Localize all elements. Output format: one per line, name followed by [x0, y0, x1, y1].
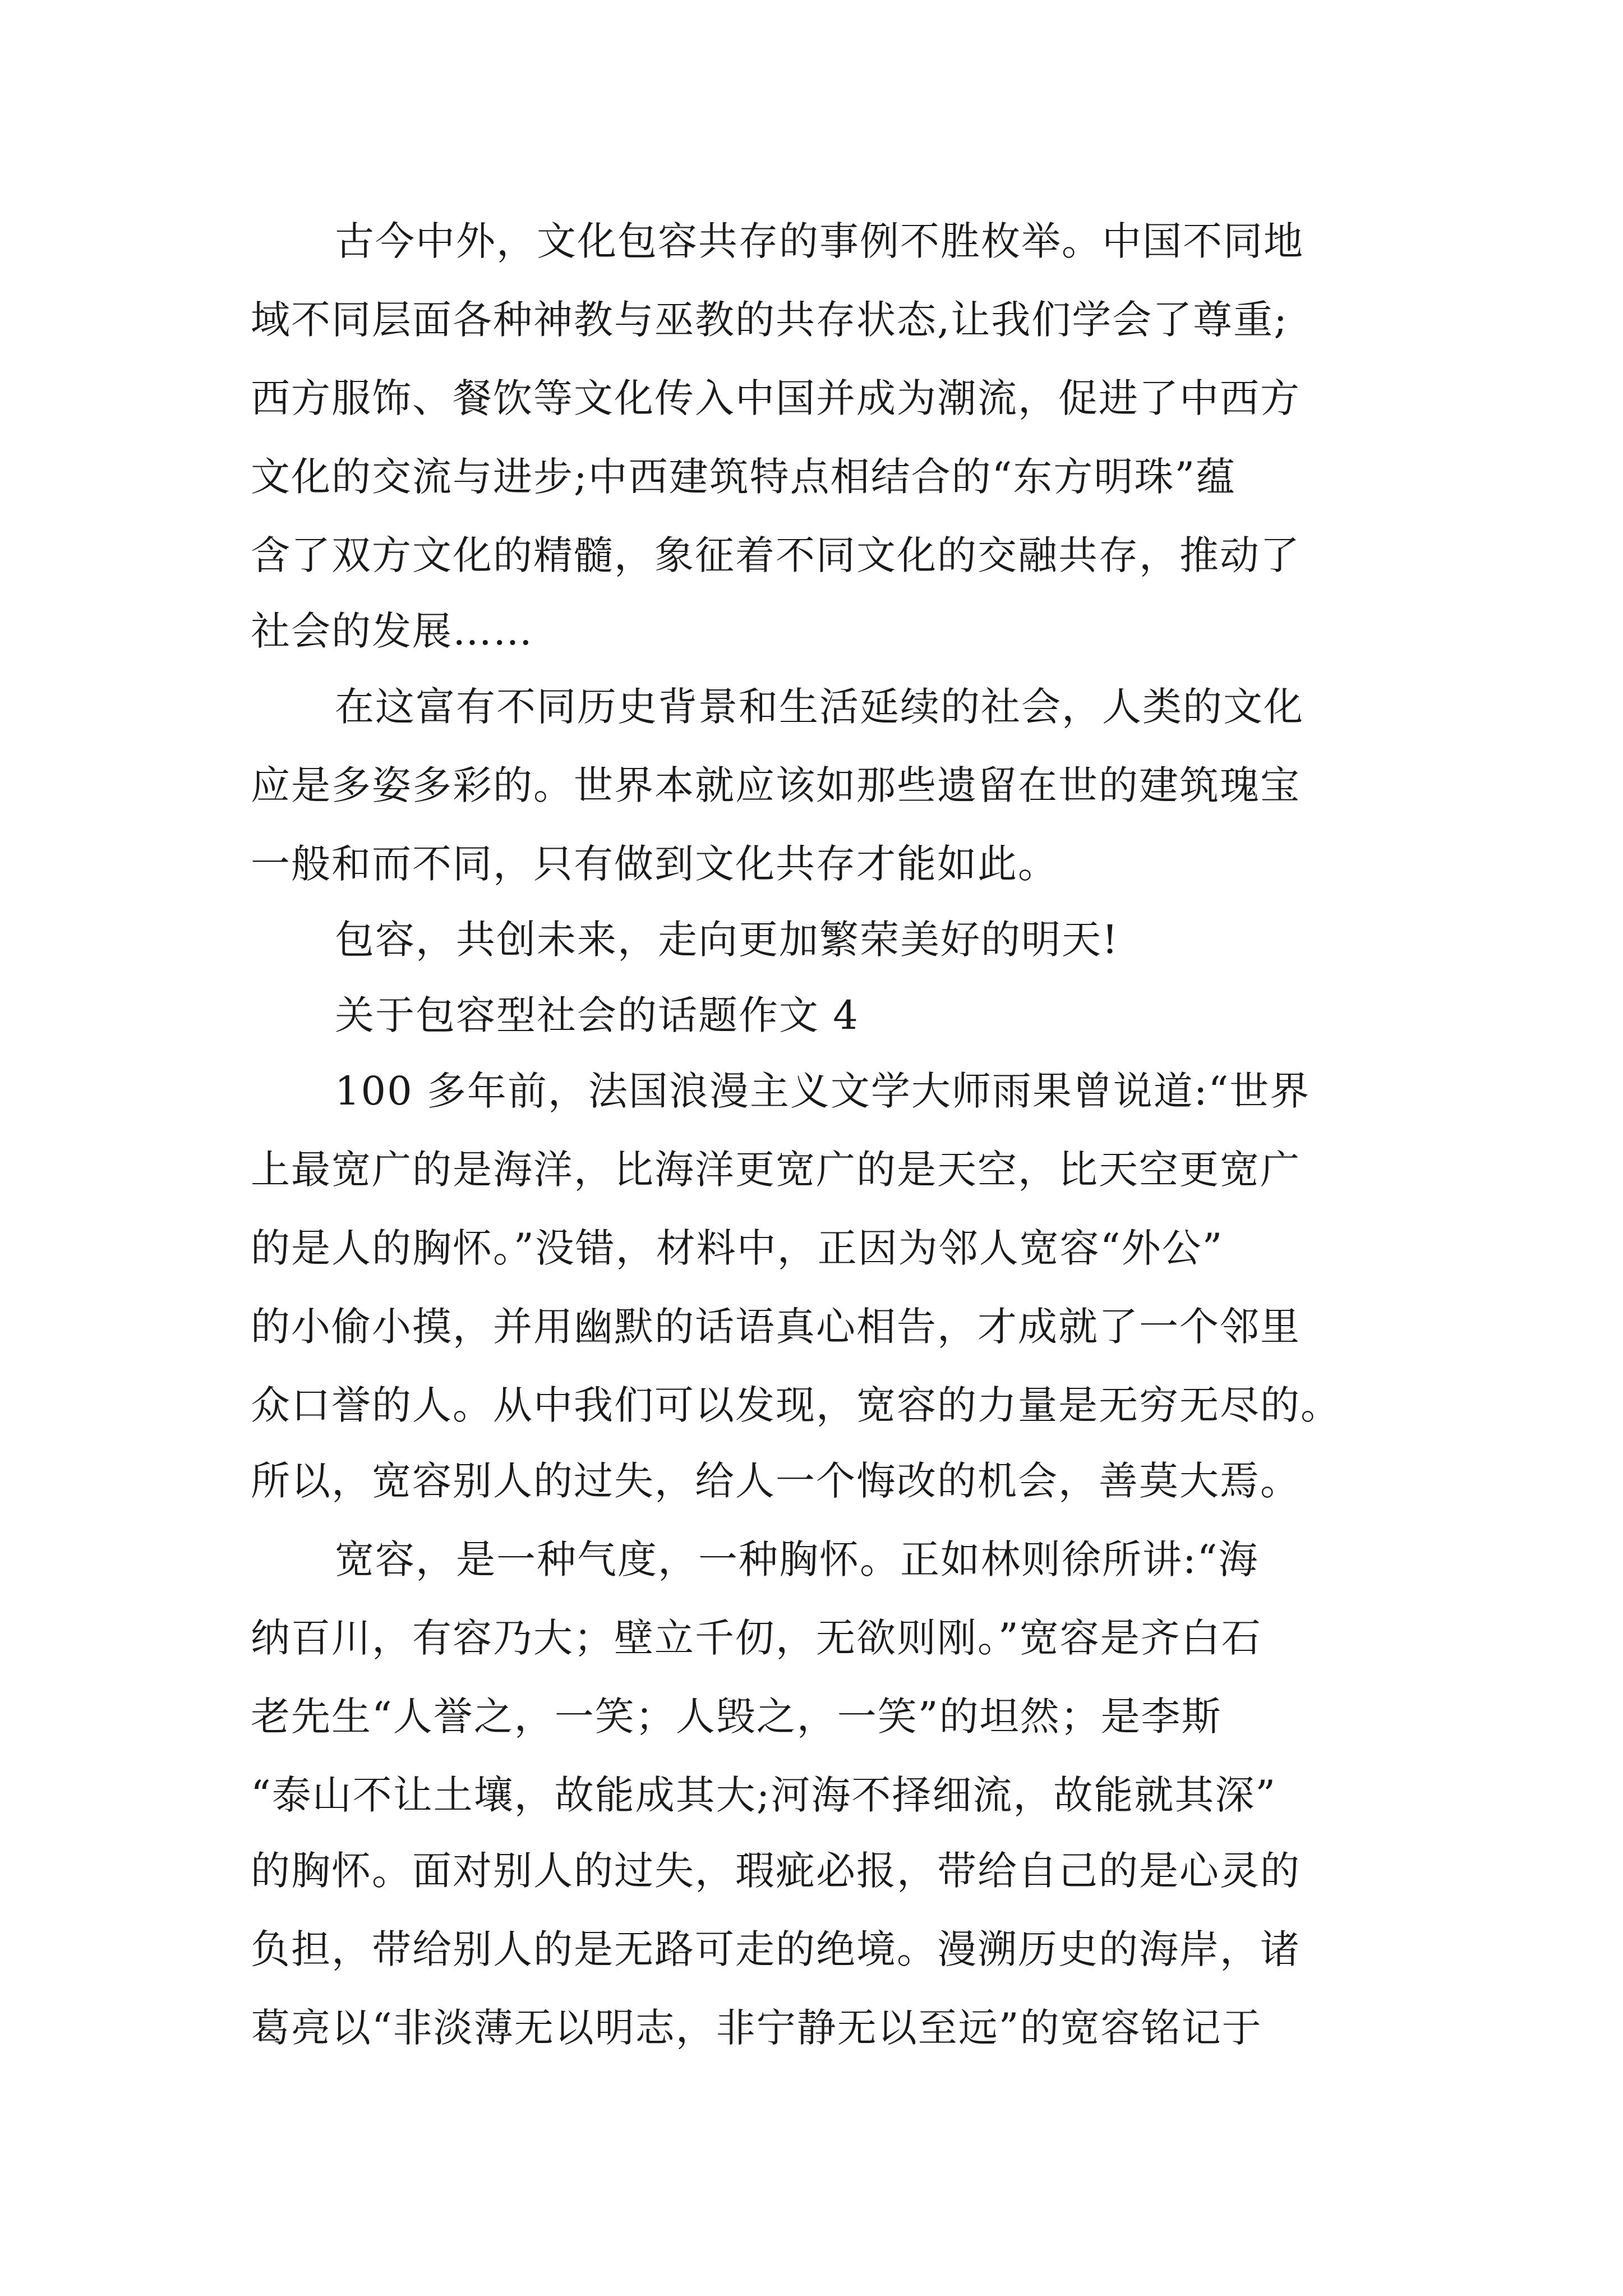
text-line: 葛亮以“非淡薄无以明志，非宁静无以至远”的宽容铭记于	[251, 2005, 1262, 2051]
text-line: 上最宽广的是海洋，比海洋更宽广的是天空，比天空更宽广	[251, 1147, 1301, 1193]
text-line: 宽容，是一种气度，一种胸怀。正如林则徐所讲:“海	[335, 1536, 1259, 1582]
text-line: 社会的发展……	[251, 608, 533, 654]
text-line: 古今中外，文化包容共存的事例不胜枚举。中国不同地	[335, 218, 1304, 264]
section-heading: 关于包容型社会的话题作文 4	[335, 992, 859, 1038]
text-line: 众口誉的人。从中我们可以发现，宽容的力量是无穷无尽的。	[251, 1382, 1341, 1428]
text-line: 100 多年前，法国浪漫主义文学大师雨果曾说道:“世界	[335, 1068, 1311, 1114]
text-line: 一般和而不同，只有做到文化共存才能如此。	[251, 841, 1058, 887]
text-line: 域不同层面各种神教与巫教的共存状态,让我们学会了尊重;	[251, 297, 1288, 343]
text-line: 负担，带给别人的是无路可走的绝境。漫溯历史的海岸，诸	[251, 1926, 1301, 1972]
text-line: 文化的交流与进步;中西建筑特点相结合的“东方明珠”蕴	[251, 454, 1237, 500]
text-line: 纳百川，有容乃大；壁立千仞，无欲则刚。”宽容是齐白石	[251, 1615, 1262, 1661]
text-line: 在这富有不同历史背景和生活延续的社会，人类的文化	[335, 684, 1304, 730]
text-line: 的胸怀。面对别人的过失，瑕疵必报，带给自己的是心灵的	[251, 1848, 1301, 1894]
text-line: 的是人的胸怀。”没错，材料中，正因为邻人宽容“外公”	[251, 1225, 1224, 1271]
text-line: “泰山不让土壤，故能成其大;河海不择细流，故能就其深”	[251, 1772, 1277, 1818]
text-line: 包容，共创未来，走向更加繁荣美好的明天!	[335, 917, 1119, 963]
text-line: 的小偷小摸，并用幽默的话语真心相告，才成就了一个邻里	[251, 1304, 1301, 1350]
text-line: 所以，宽容别人的过失，给人一个悔改的机会，善莫大焉。	[251, 1458, 1301, 1504]
text-line: 含了双方文化的精髓，象征着不同文化的交融共存，推动了	[251, 532, 1301, 578]
text-line: 应是多姿多彩的。世界本就应该如那些遗留在世的建筑瑰宝	[251, 762, 1301, 808]
text-line: 老先生“人誉之，一笑；人毁之，一笑”的坦然；是李斯	[251, 1694, 1222, 1740]
text-line: 西方服饰、餐饮等文化传入中国并成为潮流，促进了中西方	[251, 375, 1301, 421]
